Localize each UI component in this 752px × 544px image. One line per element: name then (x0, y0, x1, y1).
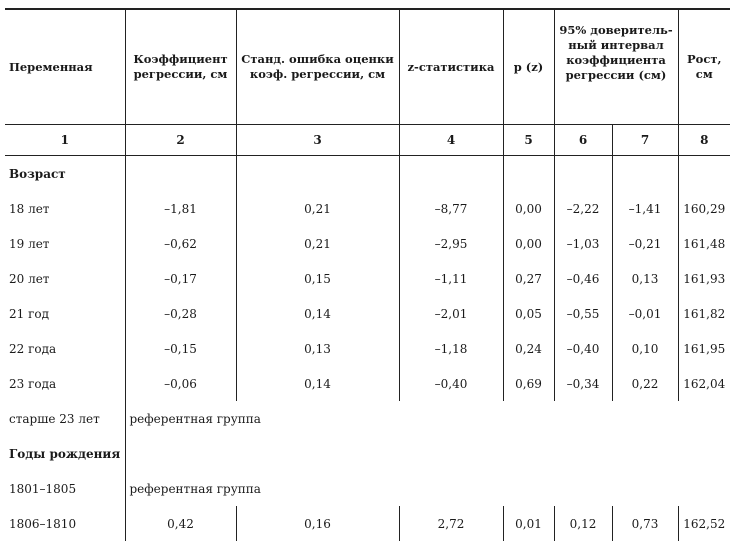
z-cell: –2,01 (399, 296, 503, 331)
height-cell: 161,95 (678, 331, 730, 366)
ci-high-cell: –0,21 (612, 226, 678, 261)
section-label: Годы рождения (9, 446, 121, 461)
ci-low-cell: –0,46 (554, 261, 612, 296)
table-row (5, 191, 730, 226)
height-cell: 160,29 (678, 191, 730, 226)
p-cell: 0,27 (503, 261, 554, 296)
height-cell: 162,04 (678, 366, 730, 401)
section-row-age (5, 156, 730, 192)
ci-high-cell: 0,10 (612, 331, 678, 366)
reference-row-birth (5, 471, 730, 506)
row-label: 21 год (9, 306, 49, 321)
section-row-birth (5, 436, 730, 471)
regression-table (5, 8, 730, 541)
se-cell: 0,15 (236, 261, 399, 296)
p-cell: 0,69 (503, 366, 554, 401)
table-row (5, 506, 730, 541)
row-label: старше 23 лет (9, 411, 100, 426)
se-cell: 0,14 (236, 366, 399, 401)
col-num: 8 (678, 125, 730, 156)
height-cell: 162,52 (678, 506, 730, 541)
ci-low-cell: 0,12 (554, 506, 612, 541)
coef-cell: –0,17 (125, 261, 236, 296)
z-cell: –2,95 (399, 226, 503, 261)
col-num: 4 (399, 125, 503, 156)
height-cell: 161,93 (678, 261, 730, 296)
header-height: Рост, см (678, 9, 730, 125)
row-label: 23 года (9, 376, 57, 391)
height-cell: 161,82 (678, 296, 730, 331)
p-cell: 0,00 (503, 191, 554, 226)
p-cell: 0,05 (503, 296, 554, 331)
ci-low-cell: –1,03 (554, 226, 612, 261)
coef-cell: 0,42 (125, 506, 236, 541)
header-p: p (z) (503, 9, 554, 125)
se-cell: 0,16 (236, 506, 399, 541)
height-cell: 161,48 (678, 226, 730, 261)
section-label: Возраст (9, 166, 66, 181)
table-row (5, 261, 730, 296)
col-num: 2 (125, 125, 236, 156)
coef-cell: –1,81 (125, 191, 236, 226)
coef-cell: –0,28 (125, 296, 236, 331)
se-cell: 0,13 (236, 331, 399, 366)
ci-low-cell: –2,22 (554, 191, 612, 226)
row-label: 1801–1805 (9, 481, 77, 496)
ci-high-cell: 0,73 (612, 506, 678, 541)
row-label: 18 лет (9, 201, 50, 216)
col-num: 7 (612, 125, 678, 156)
z-cell: –8,77 (399, 191, 503, 226)
column-number-row (5, 125, 730, 156)
reference-group-text: референтная группа (125, 401, 730, 436)
se-cell: 0,21 (236, 191, 399, 226)
se-cell: 0,21 (236, 226, 399, 261)
coef-cell: –0,06 (125, 366, 236, 401)
col-num: 5 (503, 125, 554, 156)
row-label: 22 года (9, 341, 57, 356)
header-se: Станд. ошибка оценки коэф. регрессии, см (236, 9, 399, 125)
ci-low-cell: –0,40 (554, 331, 612, 366)
header-coef: Коэффициент регрессии, см (125, 9, 236, 125)
z-cell: –1,11 (399, 261, 503, 296)
header-z: z-статистика (399, 9, 503, 125)
row-label: 19 лет (9, 236, 50, 251)
p-cell: 0,24 (503, 331, 554, 366)
col-num: 6 (554, 125, 612, 156)
col-num: 3 (236, 125, 399, 156)
header-ci: 95% доверитель- ный интервал коэффициента регрессии (см) (554, 9, 678, 96)
z-cell: –0,40 (399, 366, 503, 401)
reference-group-text: референтная группа (125, 471, 730, 506)
ci-high-cell: 0,13 (612, 261, 678, 296)
table-row (5, 366, 730, 401)
row-label: 1806–1810 (9, 516, 77, 531)
p-cell: 0,00 (503, 226, 554, 261)
coef-cell: –0,62 (125, 226, 236, 261)
z-cell: –1,18 (399, 331, 503, 366)
header-row-1 (5, 9, 730, 96)
table-row (5, 226, 730, 261)
ci-low-cell: –0,34 (554, 366, 612, 401)
reference-row-age (5, 401, 730, 436)
ci-high-cell: –1,41 (612, 191, 678, 226)
table-row (5, 331, 730, 366)
z-cell: 2,72 (399, 506, 503, 541)
coef-cell: –0,15 (125, 331, 236, 366)
ci-high-cell: –0,01 (612, 296, 678, 331)
ci-low-cell: –0,55 (554, 296, 612, 331)
col-num: 1 (5, 125, 125, 156)
ci-high-cell: 0,22 (612, 366, 678, 401)
row-label: 20 лет (9, 271, 50, 286)
se-cell: 0,14 (236, 296, 399, 331)
header-variable: Переменная (5, 9, 125, 125)
p-cell: 0,01 (503, 506, 554, 541)
table-row (5, 296, 730, 331)
